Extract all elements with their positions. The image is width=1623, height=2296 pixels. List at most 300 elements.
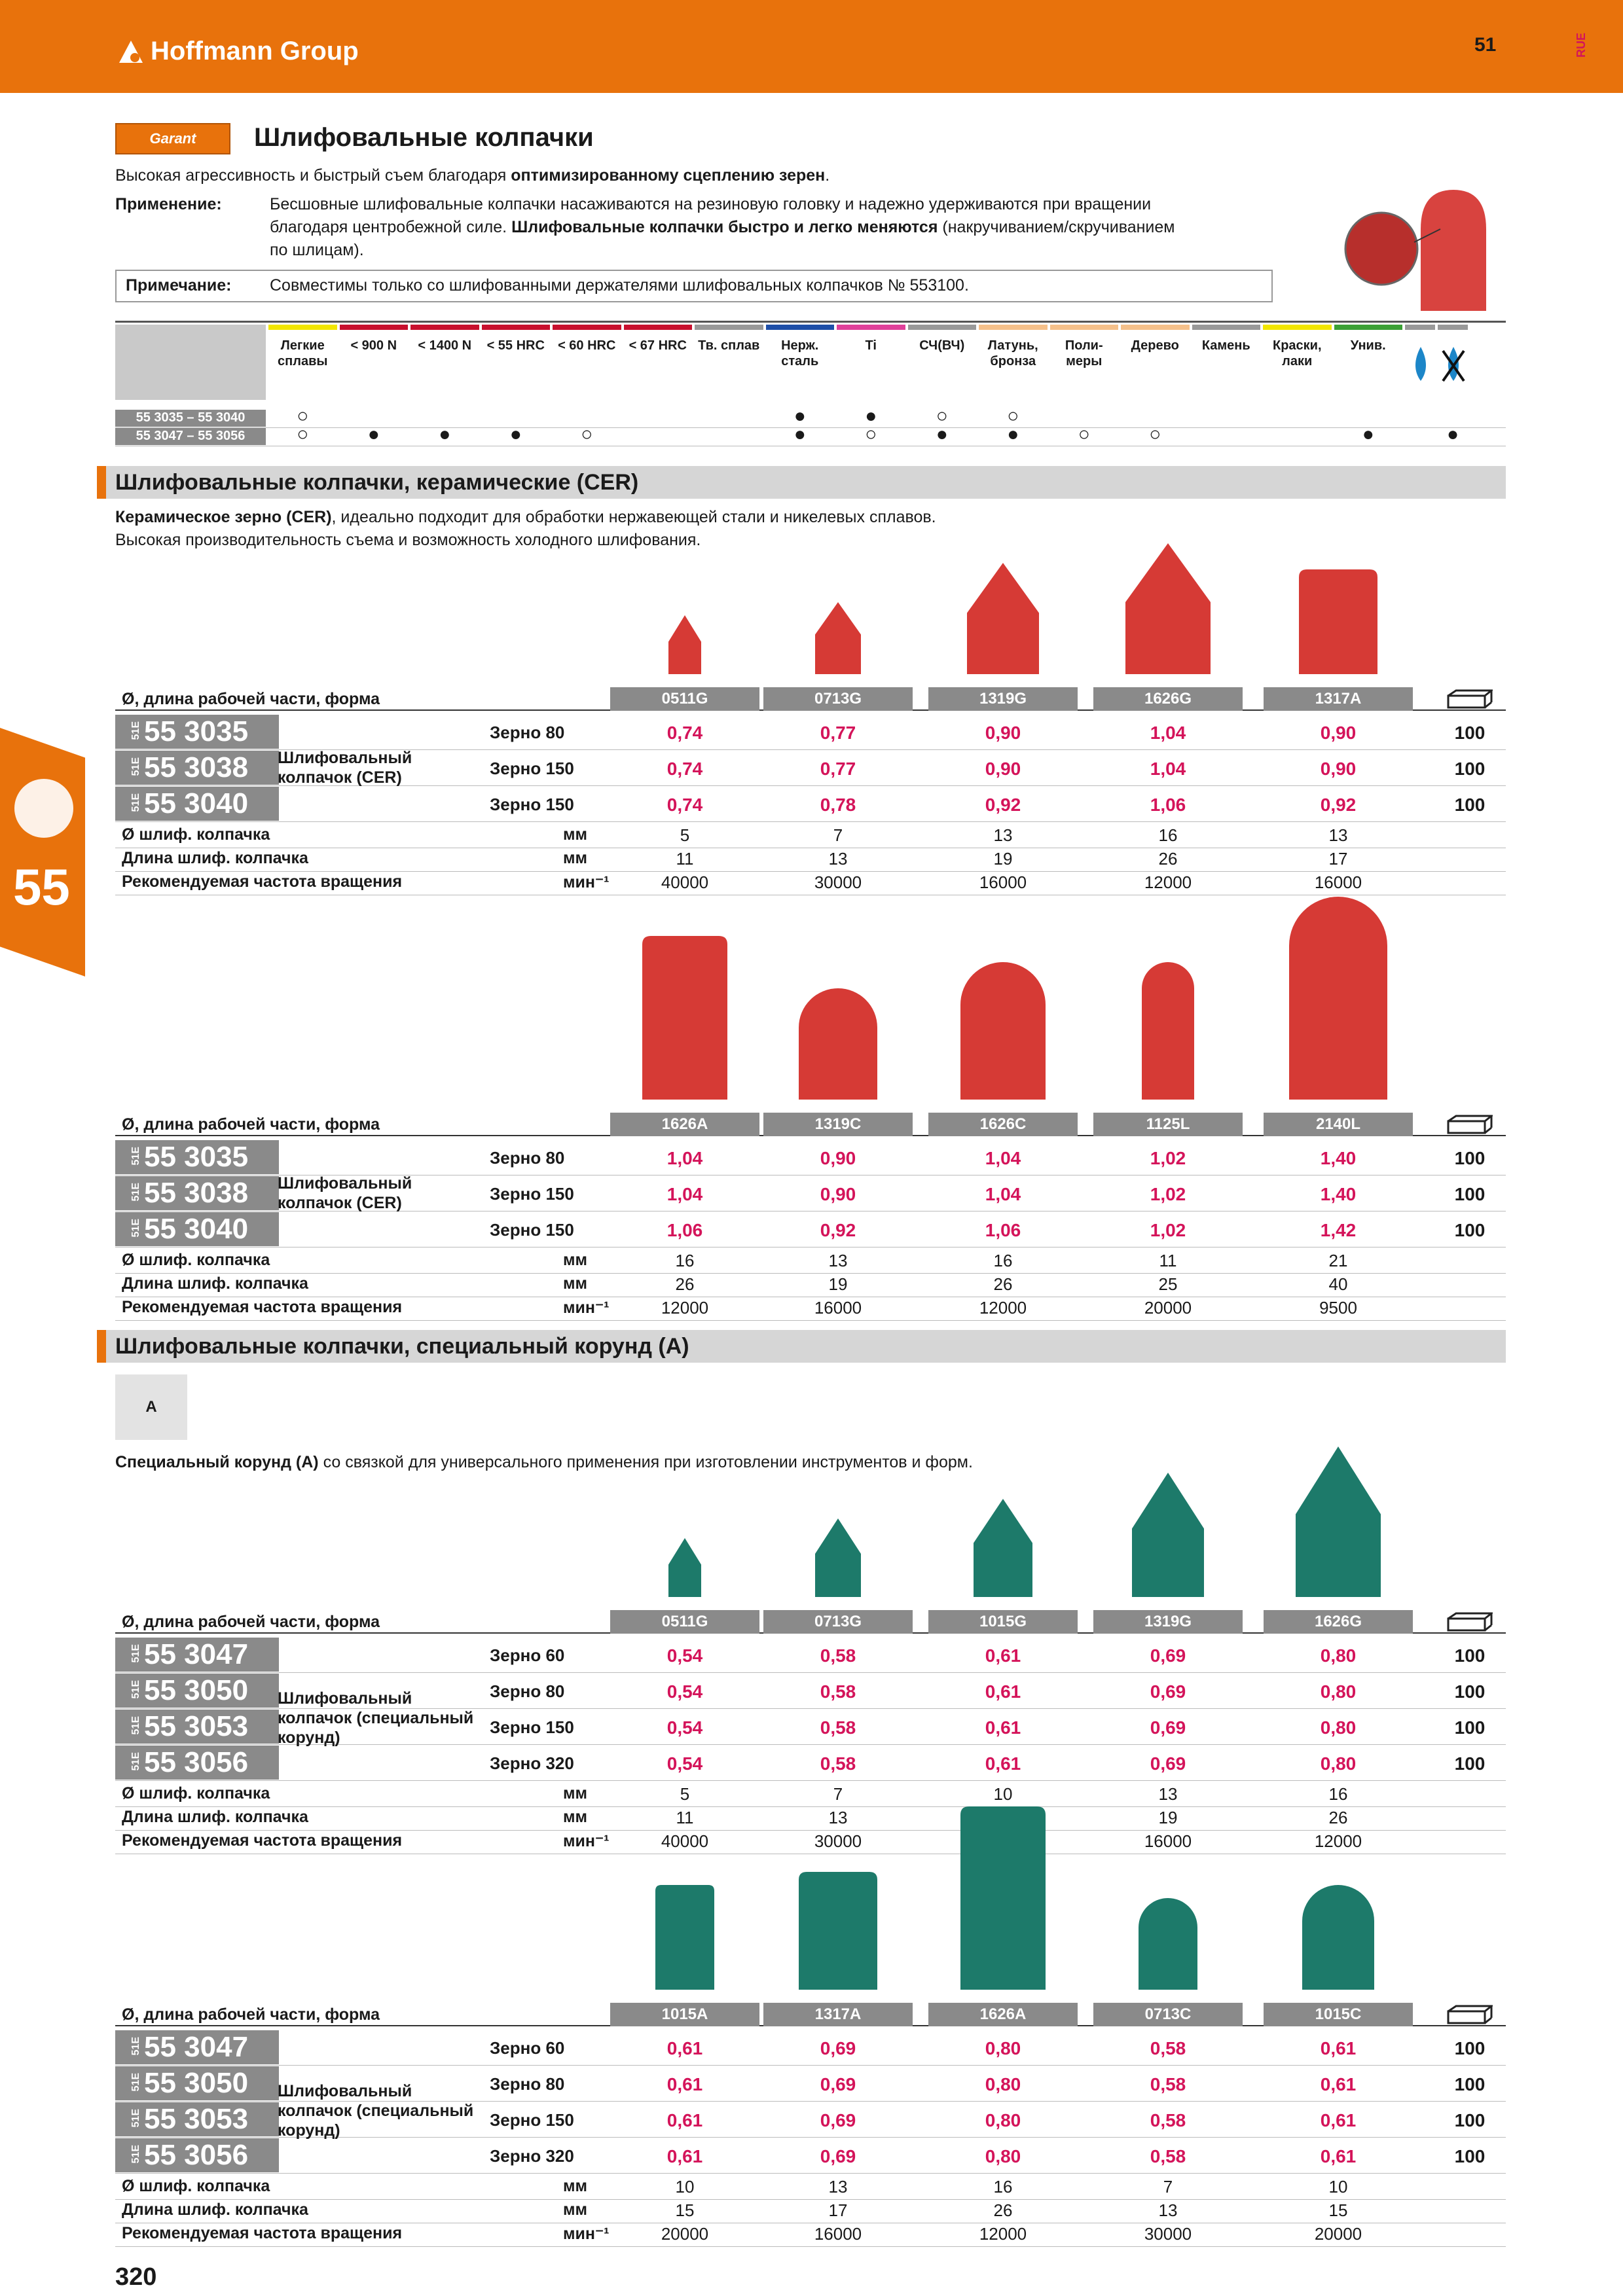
ptable-col-label: < 60 HRC [558, 338, 616, 353]
price-value: 0,80 [1320, 1681, 1357, 1702]
package-qty: 100 [1454, 1148, 1486, 1168]
cap-image [960, 1806, 1046, 1990]
price-value: 1,02 [1150, 1148, 1186, 1168]
price-value: 0,61 [666, 2110, 703, 2130]
article-prefix: 51E [130, 1183, 141, 1202]
ptable-col-label: Латунь, бронза [987, 338, 1038, 368]
table-shape-code: 1015G [928, 1610, 1078, 1634]
price-value: 0,90 [1320, 759, 1357, 779]
price-value: 0,77 [820, 759, 856, 779]
table-row-line [115, 2173, 1506, 2174]
ptable-color-bar [553, 325, 621, 330]
spec-label: Рекомендуемая частота вращения [122, 872, 403, 891]
cap-image [1289, 897, 1387, 1100]
cap-image [799, 988, 877, 1100]
package-qty: 100 [1454, 1645, 1486, 1666]
application-text-2: благодаря центробежной силе. Шлифовальные колпачки быстро и легко меняются (накручиванием/скручиванием [270, 218, 1175, 236]
article-prefix: 51E [130, 1716, 141, 1735]
article-code: 55 3040 [144, 1213, 249, 1245]
article-number [115, 2066, 279, 2100]
price-value: 0,54 [666, 1753, 703, 1774]
package-qty: 100 [1454, 1717, 1486, 1738]
spec-value: 9500 [1319, 1298, 1357, 1318]
spec-label: Длина шлиф. колпачка [122, 1808, 308, 1826]
table-row-line [115, 1672, 1506, 1673]
spec-value: 19 [993, 849, 1013, 869]
article-code: 55 3056 [144, 1746, 249, 1778]
table-row-line [115, 871, 1506, 872]
table-shape-code: 1319G [1093, 1610, 1243, 1634]
price-value: 0,58 [1150, 2074, 1186, 2094]
spec-value: 13 [993, 825, 1013, 845]
ptable-color-bar [340, 325, 409, 330]
price-value: 0,80 [1320, 1645, 1357, 1666]
section-ceramic-desc-1: Керамическое зерно (CER), идеально подходит для обработки нержавеющей стали и никелевых сплавов. [115, 508, 936, 526]
grinding-icon [14, 779, 73, 838]
spec-value: 26 [1328, 1808, 1348, 1827]
price-value: 0,78 [820, 795, 856, 815]
cap-image [799, 1872, 877, 1990]
page-title: Шлифовальные колпачки [254, 123, 594, 152]
cap-image [1296, 1446, 1381, 1597]
spec-value: 16000 [979, 872, 1027, 892]
spec-value: 21 [1328, 1251, 1348, 1270]
ptable-color-bar [766, 325, 835, 330]
table-row-line [115, 1780, 1506, 1781]
article-number [115, 715, 279, 749]
price-value: 0,61 [985, 1717, 1021, 1738]
table-shape-code: 1626A [928, 2003, 1078, 2026]
price-value: 0,61 [985, 1645, 1021, 1666]
table-row-line [115, 1320, 1506, 1321]
table-row-line [115, 1830, 1506, 1831]
corundum-badge: A [115, 1374, 187, 1440]
product-name: Шлифовальный колпачок (специальный корунд) [278, 2082, 474, 2140]
cap-image [642, 936, 727, 1100]
price-value: 0,69 [820, 2038, 856, 2058]
ptable-color-bar [1334, 325, 1403, 330]
ptable-mark: ○ [297, 423, 309, 445]
price-value: 0,61 [666, 2038, 703, 2058]
table-row-line [115, 1273, 1506, 1274]
ptable-mark: ○ [865, 423, 877, 445]
article-number [115, 1212, 279, 1246]
package-qty: 100 [1454, 2110, 1486, 2130]
ptable-col-label: Легкие сплавы [278, 338, 328, 368]
ptable-color-bar [1263, 325, 1332, 330]
cap-image [815, 1518, 861, 1597]
spec-value: 26 [1158, 849, 1178, 869]
table-shape-code: 1626G [1093, 687, 1243, 711]
ptable-col-label: Камень [1201, 338, 1250, 353]
table-shape-code: 1317A [1264, 687, 1413, 711]
spec-value: 25 [1158, 1274, 1178, 1294]
table-header-label: Ø, длина рабочей части, форма [122, 690, 380, 708]
grain-label: Зерно 80 [490, 1681, 565, 1701]
brand-logo [117, 31, 359, 71]
price-value: 1,02 [1150, 1220, 1186, 1240]
spec-label: Рекомендуемая частота вращения [122, 2224, 403, 2242]
table-shape-code: 0713G [763, 1610, 913, 1634]
spec-unit: мм [563, 1251, 587, 1269]
price-value: 0,58 [1150, 2146, 1186, 2166]
spec-value: 20000 [1144, 1298, 1192, 1318]
price-value: 0,61 [1320, 2110, 1357, 2130]
spec-label: Ø шлиф. колпачка [122, 1251, 270, 1269]
ptable-col-label: Унив. [1350, 338, 1386, 353]
spec-value: 30000 [814, 1831, 862, 1851]
price-value: 0,54 [666, 1717, 703, 1738]
article-number [115, 2138, 279, 2172]
product-name: Шлифовальный колпачок (CER) [278, 1174, 412, 1212]
price-value: 0,69 [1150, 1753, 1186, 1774]
grain-label: Зерно 60 [490, 1645, 565, 1665]
ptable-mark: ○ [297, 405, 309, 427]
ptable-col-label: < 900 N [350, 338, 397, 353]
price-value: 0,80 [1320, 1753, 1357, 1774]
spec-value: 12000 [1314, 1831, 1362, 1851]
spec-value: 13 [828, 849, 848, 869]
spec-value: 10 [993, 1784, 1013, 1804]
price-value: 1,06 [985, 1220, 1021, 1240]
spec-value: 7 [833, 825, 843, 845]
ptable-col-label: < 55 HRC [486, 338, 545, 353]
spec-label: Ø шлиф. колпачка [122, 1784, 270, 1803]
spec-value: 13 [828, 2177, 848, 2197]
price-value: 0,80 [985, 2110, 1021, 2130]
spec-value: 15 [1328, 2200, 1348, 2220]
spec-value: 16000 [1314, 872, 1362, 892]
ptable-mark: ○ [936, 405, 948, 427]
ptable-mark: ○ [1078, 423, 1090, 445]
product-name: Шлифовальный колпачок (CER) [278, 748, 412, 787]
ptable-mark: ● [936, 423, 948, 445]
spec-value: 26 [993, 2200, 1013, 2220]
spec-unit: мин⁻¹ [563, 873, 610, 891]
spec-unit: мин⁻¹ [563, 2225, 610, 2243]
price-value: 1,04 [666, 1184, 703, 1204]
table-shape-code: 1626C [928, 1113, 1078, 1136]
spec-value: 5 [680, 1784, 690, 1804]
ptable-color-bar [1050, 325, 1119, 330]
grain-label: Зерно 150 [490, 1184, 574, 1204]
grain-label: Зерно 150 [490, 2110, 574, 2130]
price-value: 0,54 [666, 1645, 703, 1666]
article-prefix: 51E [130, 2145, 141, 2164]
price-value: 1,02 [1150, 1184, 1186, 1204]
grain-label: Зерно 80 [490, 723, 565, 742]
article-prefix: 51E [130, 721, 141, 740]
spec-unit: мм [563, 2200, 587, 2219]
price-value: 0,58 [1150, 2038, 1186, 2058]
price-value: 0,74 [666, 759, 703, 779]
package-qty: 100 [1454, 795, 1486, 815]
table-header-label: Ø, длина рабочей части, форма [122, 2005, 380, 2024]
price-value: 0,74 [666, 795, 703, 815]
table-shape-code: 1015C [1264, 2003, 1413, 2026]
price-value: 0,92 [820, 1220, 856, 1240]
article-prefix: 51E [130, 1680, 141, 1699]
ptable-col-label: Поли- меры [1065, 338, 1103, 368]
article-number [115, 1176, 279, 1210]
dry-icon [1440, 344, 1467, 384]
article-prefix: 51E [130, 793, 141, 812]
package-icon [1447, 689, 1493, 709]
table-row-line [115, 2199, 1506, 2200]
ptable-col-label: Дерево [1131, 338, 1179, 353]
price-value: 0,58 [820, 1717, 856, 1738]
spec-label: Длина шлиф. колпачка [122, 1274, 308, 1293]
spec-value: 7 [1163, 2177, 1173, 2197]
article-number [115, 787, 279, 821]
section-corundum-desc: Специальный корунд (A) со связкой для универсального применения при изготовлении инструментов и форм. [115, 1453, 973, 1471]
spec-value: 13 [1158, 2200, 1178, 2220]
spec-value: 17 [828, 2200, 848, 2220]
ptable-mark: ● [865, 405, 877, 427]
cap-image [1142, 962, 1194, 1100]
price-value: 0,90 [985, 759, 1021, 779]
note-label: Примечание: [126, 276, 232, 295]
price-value: 0,80 [985, 2074, 1021, 2094]
package-qty: 100 [1454, 2074, 1486, 2094]
ptable-mark: ○ [581, 423, 593, 445]
price-value: 0,61 [1320, 2146, 1357, 2166]
price-value: 1,04 [985, 1184, 1021, 1204]
spec-value: 19 [1158, 1808, 1178, 1827]
price-value: 1,42 [1320, 1220, 1357, 1240]
spec-value: 19 [828, 1274, 848, 1294]
spec-value: 16000 [814, 2224, 862, 2244]
price-value: 1,40 [1320, 1184, 1357, 1204]
table-shape-code: 2140L [1264, 1113, 1413, 1136]
grain-label: Зерно 60 [490, 2038, 565, 2058]
article-code: 55 3050 [144, 2067, 249, 2099]
spec-value: 16 [675, 1251, 695, 1270]
package-qty: 100 [1454, 1220, 1486, 1240]
brand-name: Hoffmann Group [151, 36, 359, 65]
price-value: 0,90 [1320, 723, 1357, 743]
table-row-line [115, 2065, 1506, 2066]
ptable-mark: ● [367, 423, 380, 445]
price-value: 1,04 [985, 1148, 1021, 1168]
cap-closeup-image [1342, 183, 1512, 314]
price-value: 0,92 [1320, 795, 1357, 815]
price-value: 0,61 [666, 2146, 703, 2166]
package-icon [1447, 1612, 1493, 1632]
ptable-color-bar [1192, 325, 1261, 330]
spec-value: 13 [828, 1808, 848, 1827]
spec-unit: мин⁻¹ [563, 1299, 610, 1317]
article-prefix: 51E [130, 1219, 141, 1238]
article-number [115, 1140, 279, 1174]
price-value: 0,61 [985, 1753, 1021, 1774]
article-prefix: 51E [130, 1752, 141, 1771]
table-shape-code: 1319C [763, 1113, 913, 1136]
footer-page-number: 320 [115, 2263, 157, 2291]
ptable-color-bar [979, 325, 1048, 330]
table-shape-code: 1015A [610, 2003, 759, 2026]
spec-value: 16 [993, 2177, 1013, 2197]
coolant-icon [1408, 344, 1434, 384]
price-value: 0,58 [820, 1753, 856, 1774]
article-code: 55 3038 [144, 1177, 249, 1209]
article-number [115, 1674, 279, 1708]
article-code: 55 3040 [144, 787, 249, 819]
ptable-mark: ● [509, 423, 522, 445]
brand-icon [117, 37, 145, 65]
table-shape-code: 0511G [610, 1610, 759, 1634]
price-value: 0,69 [820, 2146, 856, 2166]
spec-value: 20000 [661, 2224, 709, 2244]
spec-value: 16000 [1144, 1831, 1192, 1851]
cap-image [668, 1538, 701, 1597]
spec-value: 16 [1158, 825, 1178, 845]
spec-value: 11 [676, 849, 694, 869]
spec-unit: мм [563, 2177, 587, 2195]
spec-value: 7 [833, 1784, 843, 1804]
spec-unit: мм [563, 825, 587, 844]
price-value: 0,69 [1150, 1645, 1186, 1666]
spec-value: 12000 [1144, 872, 1192, 892]
table-shape-code: 0713G [763, 687, 913, 711]
note-text: Совместимы только со шлифованными держателями шлифовальных колпачков № 553100. [270, 276, 969, 295]
spec-value: 16 [993, 1251, 1013, 1270]
price-value: 0,58 [820, 1645, 856, 1666]
article-prefix: 51E [130, 2073, 141, 2092]
price-value: 0,69 [1150, 1717, 1186, 1738]
ptable-mark: ● [1007, 423, 1019, 445]
product-name: Шлифовальный колпачок (специальный корунд) [278, 1689, 474, 1747]
spec-value: 11 [676, 1808, 694, 1827]
cap-image [668, 615, 701, 674]
price-value: 1,40 [1320, 1148, 1357, 1168]
spec-label: Ø шлиф. колпачка [122, 2177, 270, 2195]
article-code: 55 3050 [144, 1674, 249, 1706]
article-number [115, 1710, 279, 1744]
table-shape-code: 1319G [928, 687, 1078, 711]
spec-value: 16000 [814, 1298, 862, 1318]
ptable-col-label: СЧ(ВЧ) [919, 338, 965, 353]
price-value: 1,04 [1150, 759, 1186, 779]
language-code: RUE [1575, 33, 1588, 58]
price-value: 1,06 [666, 1220, 703, 1240]
article-prefix: 51E [130, 2109, 141, 2128]
spec-value: 13 [1158, 1784, 1178, 1804]
price-value: 1,06 [1150, 795, 1186, 815]
spec-value: 40000 [661, 872, 709, 892]
spec-value: 10 [1328, 2177, 1348, 2197]
ptable-color-bar [410, 325, 479, 330]
article-prefix: 51E [130, 1147, 141, 1166]
cap-image [960, 962, 1046, 1100]
ptable-color-bar [1121, 325, 1190, 330]
ptable-color-bar [268, 325, 337, 330]
price-value: 0,61 [666, 2074, 703, 2094]
article-code: 55 3056 [144, 2139, 249, 2171]
price-value: 0,58 [820, 1681, 856, 1702]
article-code: 55 3038 [144, 751, 249, 783]
price-value: 0,61 [1320, 2038, 1357, 2058]
ptable-col-label: Нерж. сталь [781, 338, 819, 368]
table-shape-code: 1317A [763, 2003, 913, 2026]
spec-value: 30000 [814, 872, 862, 892]
garant-logo: Garant [115, 123, 230, 154]
package-qty: 100 [1454, 1753, 1486, 1774]
article-code: 55 3047 [144, 1638, 249, 1670]
cap-image [1299, 569, 1377, 674]
cap-image [1139, 1898, 1197, 1990]
grain-label: Зерно 320 [490, 1753, 574, 1773]
price-value: 0,80 [985, 2146, 1021, 2166]
section-ceramic-desc-2: Высокая производительность съема и возможность холодного шлифования. [115, 531, 701, 549]
ptable-col-label: Тв. сплав [698, 338, 760, 353]
price-value: 0,90 [820, 1184, 856, 1204]
article-code: 55 3053 [144, 2103, 249, 2135]
ptable-col-label: < 67 HRC [629, 338, 687, 353]
ptable-color-bar [837, 325, 905, 330]
ptable-color-bar [908, 325, 977, 330]
ptable-row-label: 55 3035 – 55 3040 [115, 410, 266, 427]
spec-value: 15 [675, 2200, 695, 2220]
article-number [115, 751, 279, 785]
spec-value: 11 [1159, 1251, 1177, 1270]
package-qty: 100 [1454, 2038, 1486, 2058]
spec-value: 40000 [661, 1831, 709, 1851]
spec-value: 30000 [1144, 2224, 1192, 2244]
ptable-mark: ○ [1007, 405, 1019, 427]
grain-label: Зерно 150 [490, 1220, 574, 1240]
chapter-tab [0, 728, 85, 977]
price-value: 1,04 [1150, 723, 1186, 743]
package-qty: 100 [1454, 1681, 1486, 1702]
grain-label: Зерно 150 [490, 795, 574, 814]
price-value: 0,58 [1150, 2110, 1186, 2130]
section-ceramic-title: Шлифовальные колпачки, керамические (CER) [97, 466, 1506, 499]
package-icon [1447, 2005, 1493, 2024]
article-code: 55 3035 [144, 1141, 249, 1173]
ptable-corner [115, 325, 266, 400]
ptable-row-label: 55 3047 – 55 3056 [115, 428, 266, 445]
spec-label: Длина шлиф. колпачка [122, 2200, 308, 2219]
spec-value: 40 [1328, 1274, 1348, 1294]
article-prefix: 51E [130, 2037, 141, 2056]
package-qty: 100 [1454, 2146, 1486, 2166]
ptable-mark: ○ [1149, 423, 1161, 445]
spec-label: Рекомендуемая частота вращения [122, 1831, 403, 1850]
spec-unit: мм [563, 849, 587, 867]
cap-image [1125, 543, 1211, 674]
application-text-3: по шлицам). [270, 241, 364, 259]
price-value: 0,80 [1320, 1717, 1357, 1738]
article-number [115, 2102, 279, 2136]
cap-image [1302, 1885, 1374, 1990]
spec-value: 13 [1328, 825, 1348, 845]
page-number: 51 [1474, 34, 1497, 56]
cap-image [974, 1499, 1032, 1597]
price-value: 1,04 [666, 1148, 703, 1168]
grain-label: Зерно 320 [490, 2146, 574, 2166]
spec-unit: мм [563, 1784, 587, 1803]
package-qty: 100 [1454, 1184, 1486, 1204]
spec-value: 10 [675, 2177, 695, 2197]
spec-unit: мм [563, 1808, 587, 1826]
price-value: 0,61 [1320, 2074, 1357, 2094]
price-value: 0,69 [1150, 1681, 1186, 1702]
spec-value: 20000 [1314, 2224, 1362, 2244]
article-code: 55 3035 [144, 715, 249, 747]
table-header-label: Ø, длина рабочей части, форма [122, 1613, 380, 1631]
cap-image [815, 602, 861, 674]
